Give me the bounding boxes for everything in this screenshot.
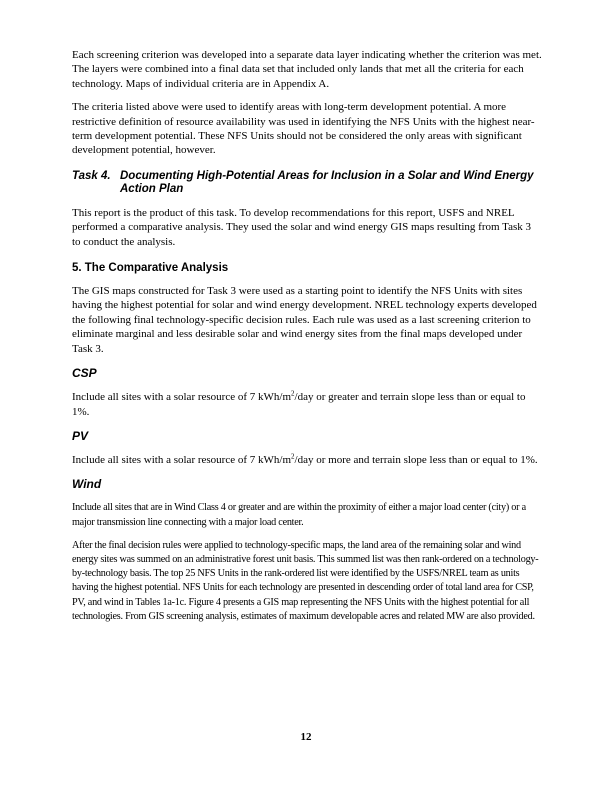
- csp-rule-text: Include all sites with a solar resource of 7 kWh/m: [72, 391, 292, 404]
- page-number: 12: [300, 731, 312, 743]
- paragraph-comparative-analysis: The GIS maps constructed for Task 3 were used as a starting point to identify the NFS Units with sites having the highest potential for solar and wind energy development. NREL technology experts developed the following final technology-specific decision rules. Each rule was used as a last screening criterion to eliminate marginal and less desirable solar and wind energy sites from the final maps developed under Task 3.: [72, 285, 537, 355]
- paragraph-screening-layers: Each screening criterion was developed into a separate data layer indicating whether the criterion was met. The layers were combined into a final data set that included only lands that met all the criteria for each technology. Maps of individual criteria are in Appendix A.: [72, 49, 542, 90]
- paragraph-wind-rule: Include all sites that are in Wind Class 4 or greater and are within the proximity of either a major load center (city) or a major transmission line connecting with a major load center.: [72, 502, 526, 528]
- csp-heading: CSP: [72, 366, 97, 381]
- paragraph-task4-description: This report is the product of this task. To develop recommendations for this report, USFS and NREL performed a comparative analysis. They used the solar and wind energy GIS maps resulting from Task 3 to conduct the analysis.: [72, 206, 531, 248]
- task4-title: Documenting High-Potential Areas for Inclusion in a Solar and Wind Energy Action Plan: [120, 169, 534, 196]
- paragraph-pv-rule: [72, 453, 542, 467]
- pv-rule-superscript: 2: [291, 452, 295, 461]
- paragraph-csp-rule: [72, 390, 542, 419]
- page-content: [72, 48, 542, 633]
- section5-heading: 5. The Comparative Analysis: [72, 262, 229, 275]
- task4-number: Task 4.: [72, 169, 111, 182]
- pv-rule-text: Include all sites with a solar resource of 7 kWh/m: [72, 453, 292, 466]
- pv-heading: PV: [72, 428, 89, 443]
- pv-rule-text-end: /day or more and terrain slope less than or equal to 1%.: [294, 453, 538, 466]
- paragraph-criteria-definition: The criteria listed above were used to identify areas with long-term development potential. A more restrictive definition of resource availability was used in identifying the NFS Units with the highest near-term development potential. These NFS Units should not be considered the only areas with significant development potential, however.: [72, 101, 535, 157]
- paragraph-decision-rules-results: After the final decision rules were applied to technology-specific maps, the land area of the remaining solar and wind energy sites was summed on an administrative forest unit basis. This summed list was then rank-ordered on a technology-by-technology basis. The top 25 NFS Units in the rank-ordered list were identified by the USFS/NREL team as units having the highest potential. NFS Units for each technology are presented in descending order of total land area for CSP, PV, and wind in Tables 1a-1c. Figure 4 presents a GIS map representing the NFS Units with the highest potential for all technologies. From GIS screening analysis, estimates of maximum developable acres and related MW are also provided.: [72, 539, 539, 622]
- csp-rule-text-end: /day or greater and terrain slope less than or equal to 1%.: [72, 391, 526, 418]
- csp-rule-superscript: 2: [291, 389, 295, 398]
- task4-heading: [72, 170, 542, 197]
- wind-heading: Wind: [72, 477, 102, 492]
